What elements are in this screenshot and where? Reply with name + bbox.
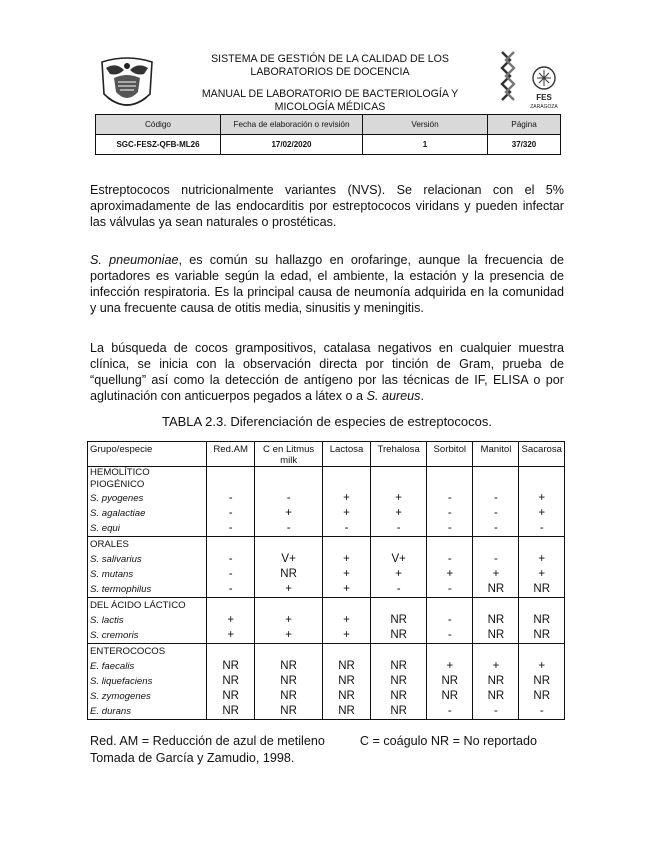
streptococci-table bbox=[87, 441, 565, 720]
species-name: S. lactis bbox=[88, 613, 207, 628]
result-cell: V+ bbox=[371, 552, 427, 567]
result-cell: + bbox=[322, 582, 370, 598]
empty-cell bbox=[473, 537, 519, 553]
result-cell: + bbox=[322, 628, 370, 644]
result-cell: + bbox=[255, 628, 323, 644]
result-cell: NR bbox=[207, 674, 255, 689]
result-cell: - bbox=[427, 506, 473, 521]
date-value: 17/02/2020 bbox=[221, 135, 363, 155]
result-cell: - bbox=[207, 567, 255, 582]
result-cell: - bbox=[255, 521, 323, 537]
result-cell: NR bbox=[519, 689, 565, 704]
result-cell: NR bbox=[207, 704, 255, 720]
result-cell: + bbox=[371, 567, 427, 582]
species-name: S. cremoris bbox=[88, 628, 207, 644]
document-control-table bbox=[95, 114, 561, 155]
species-name: S. liquefaciens bbox=[88, 674, 207, 689]
table-row bbox=[88, 689, 565, 704]
empty-cell bbox=[427, 598, 473, 614]
result-cell: NR bbox=[427, 674, 473, 689]
table-row bbox=[88, 613, 565, 628]
group-label: HEMOLÍTICO PIOGÉNICO bbox=[88, 467, 207, 492]
species-name: S. agalactiae bbox=[88, 506, 207, 521]
species-name: S. termophilus bbox=[88, 582, 207, 598]
result-cell: NR bbox=[427, 689, 473, 704]
result-cell: - bbox=[473, 521, 519, 537]
manual-title-line2: MICOLOGÍA MÉDICAS bbox=[274, 100, 386, 113]
result-cell: - bbox=[427, 628, 473, 644]
species-name: S. salivarius bbox=[88, 552, 207, 567]
result-cell: - bbox=[427, 704, 473, 720]
result-cell: - bbox=[473, 704, 519, 720]
group-row bbox=[88, 644, 565, 660]
result-cell: NR bbox=[322, 659, 370, 674]
empty-cell bbox=[322, 467, 370, 492]
result-cell: + bbox=[255, 613, 323, 628]
result-cell: - bbox=[207, 506, 255, 521]
result-cell: NR bbox=[255, 659, 323, 674]
result-cell: - bbox=[473, 552, 519, 567]
empty-cell bbox=[255, 644, 323, 660]
table-source: Tomada de García y Zamudio, 1998. bbox=[90, 751, 295, 765]
species-name: E. durans bbox=[88, 704, 207, 720]
result-cell: + bbox=[519, 552, 565, 567]
unam-shield-logo bbox=[96, 54, 158, 116]
table-row bbox=[88, 506, 565, 521]
empty-cell bbox=[255, 598, 323, 614]
result-cell: - bbox=[207, 552, 255, 567]
empty-cell bbox=[427, 537, 473, 553]
result-cell: + bbox=[519, 567, 565, 582]
species-name: E. faecalis bbox=[88, 659, 207, 674]
empty-cell bbox=[427, 644, 473, 660]
table-row bbox=[88, 521, 565, 537]
empty-cell bbox=[322, 644, 370, 660]
search-text: La búsqueda de cocos grampositivos, catalasa negativos en cualquier muestra clínica, se inicia con la observación directa por tinción de Gram, prueba de “quellung” así como la detección de antígeno por las técnicas de IF, ELISA o por aglutinación con anticuerpos pegados a látex o a bbox=[90, 341, 564, 403]
species-name: S. zymogenes bbox=[88, 689, 207, 704]
empty-cell bbox=[207, 644, 255, 660]
result-cell: + bbox=[322, 613, 370, 628]
result-cell: - bbox=[255, 491, 323, 506]
page-header: Página bbox=[488, 115, 561, 135]
version-header: Versión bbox=[363, 115, 488, 135]
date-header: Fecha de elaboración o revisión bbox=[221, 115, 363, 135]
fes-label: FES bbox=[536, 93, 552, 102]
result-cell: + bbox=[207, 613, 255, 628]
result-cell: - bbox=[427, 521, 473, 537]
empty-cell bbox=[322, 598, 370, 614]
group-label: ORALES bbox=[88, 537, 207, 553]
result-cell: NR bbox=[473, 582, 519, 598]
result-cell: - bbox=[519, 521, 565, 537]
manual-title-line1: MANUAL DE LABORATORIO DE BACTERIOLOGÍA Y bbox=[201, 88, 459, 100]
fes-sub-label: ZARAGOZA bbox=[530, 104, 558, 110]
result-cell: NR bbox=[255, 704, 323, 720]
empty-cell bbox=[371, 598, 427, 614]
empty-cell bbox=[519, 537, 565, 553]
species-name: S. equi bbox=[88, 521, 207, 537]
species-name: S. pyogenes bbox=[88, 491, 207, 506]
table-row bbox=[88, 491, 565, 506]
empty-cell bbox=[255, 537, 323, 553]
result-cell: NR bbox=[473, 674, 519, 689]
empty-cell bbox=[519, 467, 565, 492]
result-cell: - bbox=[427, 491, 473, 506]
col-group-species: Grupo/especie bbox=[88, 442, 207, 467]
result-cell: + bbox=[371, 491, 427, 506]
aureus-name: S. aureus bbox=[366, 389, 421, 403]
col-lactosa: Lactosa bbox=[322, 442, 370, 467]
empty-cell bbox=[473, 467, 519, 492]
group-row bbox=[88, 467, 565, 492]
empty-cell bbox=[519, 598, 565, 614]
result-cell: - bbox=[473, 506, 519, 521]
empty-cell bbox=[207, 537, 255, 553]
result-cell: NR bbox=[371, 628, 427, 644]
species-name: S. mutans bbox=[88, 567, 207, 582]
col-sacarosa: Sacarosa bbox=[519, 442, 565, 467]
result-cell: NR bbox=[519, 674, 565, 689]
legend-line bbox=[90, 733, 570, 750]
result-cell: - bbox=[371, 582, 427, 598]
group-label: ENTEROCOCOS bbox=[88, 644, 207, 660]
result-cell: + bbox=[427, 659, 473, 674]
result-cell: V+ bbox=[255, 552, 323, 567]
code-value: SGC-FESZ-QFB-ML26 bbox=[96, 135, 221, 155]
result-cell: - bbox=[207, 491, 255, 506]
legend-coagulo-nr: C = coágulo NR = No reportado bbox=[359, 734, 537, 748]
result-cell: NR bbox=[322, 689, 370, 704]
result-cell: NR bbox=[255, 674, 323, 689]
paragraph-pneumoniae bbox=[90, 252, 564, 316]
result-cell: NR bbox=[371, 704, 427, 720]
table-row bbox=[88, 628, 565, 644]
result-cell: - bbox=[473, 491, 519, 506]
result-cell: NR bbox=[255, 567, 323, 582]
paragraph-nvs: Estreptococos nutricionalmente variantes (NVS). Se relacionan con el 5% aproximadamente de las endocarditis por estreptococos viridans y pueden infectar las válvulas ya sean naturales o prostéticas. bbox=[90, 183, 564, 229]
search-text-end: . bbox=[420, 389, 424, 403]
result-cell: NR bbox=[207, 689, 255, 704]
result-cell: - bbox=[371, 521, 427, 537]
result-cell: + bbox=[322, 491, 370, 506]
table-row bbox=[88, 567, 565, 582]
result-cell: - bbox=[207, 521, 255, 537]
result-cell: NR bbox=[519, 613, 565, 628]
legend-red-am: Red. AM = Reducción de azul de metileno bbox=[90, 734, 325, 748]
result-cell: + bbox=[322, 552, 370, 567]
result-cell: NR bbox=[473, 613, 519, 628]
result-cell: - bbox=[519, 704, 565, 720]
group-label: DEL ÁCIDO LÁCTICO bbox=[88, 598, 207, 614]
result-cell: + bbox=[255, 506, 323, 521]
empty-cell bbox=[371, 644, 427, 660]
result-cell: NR bbox=[207, 659, 255, 674]
result-cell: + bbox=[322, 506, 370, 521]
result-cell: NR bbox=[519, 628, 565, 644]
result-cell: NR bbox=[473, 689, 519, 704]
result-cell: + bbox=[255, 582, 323, 598]
empty-cell bbox=[427, 467, 473, 492]
empty-cell bbox=[519, 644, 565, 660]
table-row bbox=[88, 659, 565, 674]
empty-cell bbox=[207, 598, 255, 614]
version-value: 1 bbox=[363, 135, 488, 155]
page-value: 37/320 bbox=[488, 135, 561, 155]
result-cell: NR bbox=[371, 689, 427, 704]
table-row bbox=[88, 704, 565, 720]
table-header-row bbox=[88, 442, 565, 467]
result-cell: NR bbox=[322, 674, 370, 689]
result-cell: NR bbox=[519, 582, 565, 598]
result-cell: NR bbox=[371, 659, 427, 674]
col-manitol: Manitol bbox=[473, 442, 519, 467]
col-trehalosa: Trehalosa bbox=[371, 442, 427, 467]
result-cell: + bbox=[207, 628, 255, 644]
table-caption: TABLA 2.3. Diferenciación de especies de estreptococos. bbox=[161, 414, 492, 429]
system-title-line1: SISTEMA DE GESTIÓN DE LA CALIDAD DE LOS bbox=[211, 53, 449, 65]
empty-cell bbox=[371, 467, 427, 492]
result-cell: - bbox=[427, 552, 473, 567]
col-red-am: Red.AM bbox=[207, 442, 255, 467]
result-cell: - bbox=[207, 582, 255, 598]
result-cell: - bbox=[322, 521, 370, 537]
empty-cell bbox=[473, 644, 519, 660]
result-cell: NR bbox=[473, 628, 519, 644]
fes-zaragoza-logo bbox=[494, 48, 564, 110]
result-cell: + bbox=[519, 491, 565, 506]
table-row bbox=[88, 582, 565, 598]
table-row bbox=[88, 674, 565, 689]
result-cell: NR bbox=[255, 689, 323, 704]
result-cell: - bbox=[427, 582, 473, 598]
result-cell: NR bbox=[322, 704, 370, 720]
paragraph-search bbox=[90, 340, 564, 404]
result-cell: + bbox=[519, 659, 565, 674]
col-litmus: C en Litmus milk bbox=[255, 442, 323, 467]
empty-cell bbox=[371, 537, 427, 553]
result-cell: NR bbox=[371, 613, 427, 628]
pneumoniae-text: , es común su hallazgo en orofaringe, aunque la frecuencia de portadores es variable según la edad, el ambiente, la estación y la presencia de infección respiratoria. Es la principal causa de neumonía adquirida en la comunidad y una frecuente causa de otitis media, sinusitis y meningitis. bbox=[90, 253, 564, 315]
empty-cell bbox=[255, 467, 323, 492]
result-cell: + bbox=[371, 506, 427, 521]
pneumoniae-name: S. pneumoniae bbox=[90, 253, 179, 267]
result-cell: + bbox=[519, 506, 565, 521]
result-cell: + bbox=[427, 567, 473, 582]
result-cell: - bbox=[427, 613, 473, 628]
result-cell: + bbox=[473, 659, 519, 674]
table-row bbox=[88, 552, 565, 567]
empty-cell bbox=[473, 598, 519, 614]
col-sorbitol: Sorbitol bbox=[427, 442, 473, 467]
system-title-line2: LABORATORIOS DE DOCENCIA bbox=[250, 65, 410, 78]
result-cell: + bbox=[322, 567, 370, 582]
empty-cell bbox=[207, 467, 255, 492]
group-row bbox=[88, 537, 565, 553]
empty-cell bbox=[322, 537, 370, 553]
group-row bbox=[88, 598, 565, 614]
code-header: Código bbox=[96, 115, 221, 135]
result-cell: + bbox=[473, 567, 519, 582]
result-cell: NR bbox=[371, 674, 427, 689]
